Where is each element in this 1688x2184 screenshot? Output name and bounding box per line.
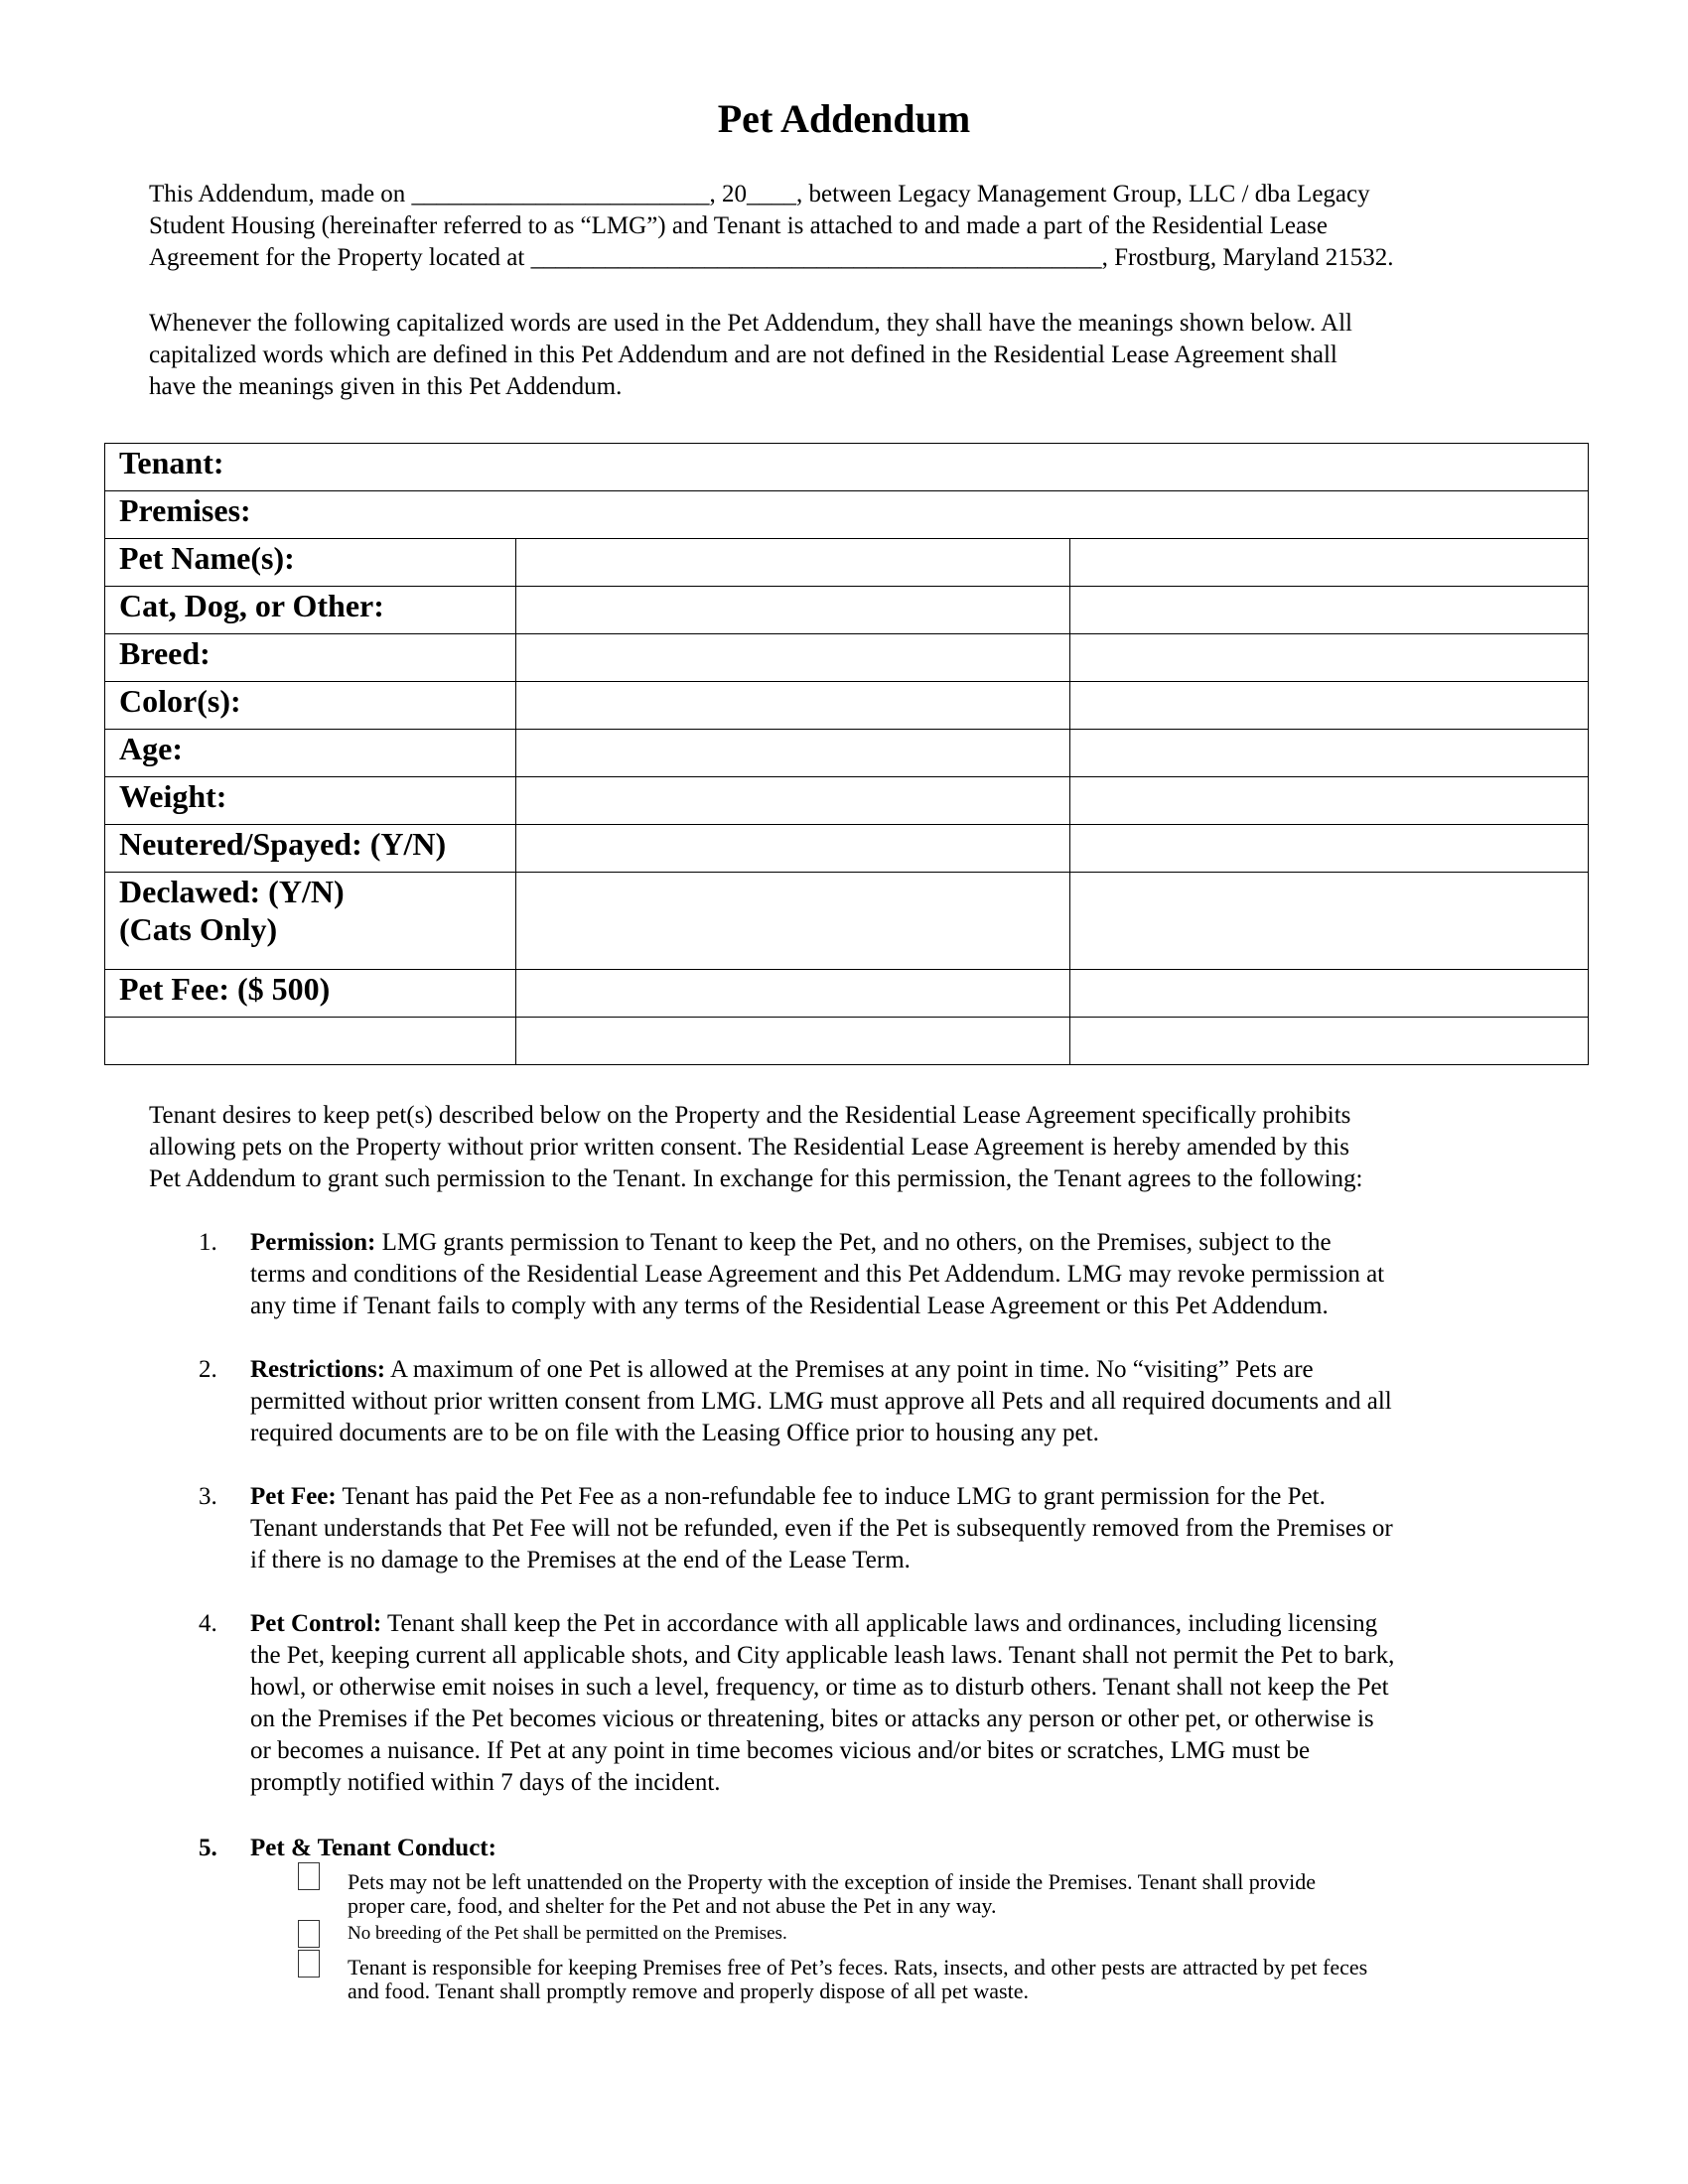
intro-paragraph [149, 179, 1539, 274]
bullet-glyph-icon [298, 1950, 320, 1978]
bullet-text [348, 1956, 1539, 2003]
table-row-declawed [105, 873, 1589, 970]
pet-2-fee-cell[interactable] [1070, 970, 1589, 1018]
term-body [250, 1833, 1541, 1864]
term-line: terms and conditions of the Residential Lease Agreement and this Pet Addendum. LMG may revoke permission at [250, 1261, 1385, 1288]
pet-1-weight-cell[interactable] [516, 777, 1070, 825]
pet-1-neutered-cell[interactable] [516, 825, 1070, 873]
term-heading: Permission: [250, 1229, 376, 1256]
term-line [250, 1354, 1541, 1386]
term-line: Tenant understands that Pet Fee will not be refunded, even if the Pet is subsequently removed from the Premises or [250, 1515, 1393, 1542]
premises-field[interactable] [105, 491, 1589, 539]
bullet-glyph-icon [298, 1862, 320, 1890]
term-line: required documents are to be on file with the Leasing Office prior to housing any pet. [250, 1420, 1099, 1446]
term-text: A maximum of one Pet is allowed at the Premises at any point in time. No “visiting” Pets are [385, 1356, 1314, 1383]
term-line [250, 1608, 1541, 1640]
pet-2-age-cell[interactable] [1070, 730, 1589, 777]
pet-2-breed-cell[interactable] [1070, 634, 1589, 682]
blank-cell[interactable] [1070, 1018, 1589, 1065]
definitions-line: Whenever the following capitalized words are used in the Pet Addendum, they shall have the meanings shown below. All [149, 310, 1352, 337]
table-row-breed [105, 634, 1589, 682]
table-row-age [105, 730, 1589, 777]
color-label: Color(s): [105, 682, 516, 730]
bullet-text [348, 1922, 1539, 1946]
bullet-line: and food. Tenant shall promptly remove and properly dispose of all pet waste. [348, 1979, 1029, 2003]
declawed-label [105, 873, 516, 970]
table-row-premises [105, 491, 1589, 539]
tenant-field[interactable] [105, 444, 1589, 491]
table-row-weight [105, 777, 1589, 825]
term-heading: Restrictions: [250, 1356, 386, 1383]
term-heading: Pet & Tenant Conduct: [250, 1835, 496, 1861]
pet-1-fee-cell[interactable] [516, 970, 1070, 1018]
term-number: 1. [199, 1229, 217, 1256]
weight-label: Weight: [105, 777, 516, 825]
desire-line: Pet Addendum to grant such permission to the Tenant. In exchange for this permission, the Tenant agrees to the following: [149, 1165, 1363, 1192]
blank-cell[interactable] [105, 1018, 516, 1065]
pet-2-declawed-cell[interactable] [1070, 873, 1589, 970]
breed-label: Breed: [105, 634, 516, 682]
page-title: Pet Addendum [717, 96, 971, 141]
term-body [250, 1608, 1541, 1799]
tenant-label: Tenant: [119, 445, 224, 480]
term-line: or becomes a nuisance. If Pet at any point in time becomes vicious and/or bites or scratches, LMG must be [250, 1737, 1311, 1764]
table-row-neutered [105, 825, 1589, 873]
pet-2-name-cell[interactable] [1070, 539, 1589, 587]
bullet-line: proper care, food, and shelter for the Pet and not abuse the Pet in any way. [348, 1893, 997, 1918]
term-line [250, 1481, 1541, 1513]
term-number: 4. [199, 1610, 217, 1637]
pet-2-color-cell[interactable] [1070, 682, 1589, 730]
pet-2-weight-cell[interactable] [1070, 777, 1589, 825]
table-row-type [105, 587, 1589, 634]
intro-line: Agreement for the Property located at ______________________________________________, Frostburg, Maryland 21532. [149, 244, 1394, 271]
table-row-blank [105, 1018, 1589, 1065]
age-label: Age: [105, 730, 516, 777]
declawed-label-line: (Cats Only) [119, 911, 278, 947]
pet-1-declawed-cell[interactable] [516, 873, 1070, 970]
premises-label: Premises: [119, 492, 251, 528]
pet-2-type-cell[interactable] [1070, 587, 1589, 634]
pet-type-label: Cat, Dog, or Other: [105, 587, 516, 634]
term-line: if there is no damage to the Premises at the end of the Lease Term. [250, 1547, 911, 1573]
pet-1-type-cell[interactable] [516, 587, 1070, 634]
pet-1-breed-cell[interactable] [516, 634, 1070, 682]
intro-line: This Addendum, made on ________________________, 20____, between Legacy Management Group, LLC / dba Legacy [149, 181, 1370, 207]
neutered-label: Neutered/Spayed: (Y/N) [105, 825, 516, 873]
bullet-line: Pets may not be left unattended on the Property with the exception of inside the Premises. Tenant shall provide [348, 1869, 1317, 1894]
declawed-label-line: Declawed: (Y/N) [119, 874, 345, 909]
term-heading: Pet Control: [250, 1610, 382, 1637]
term-number: 3. [199, 1483, 217, 1510]
term-text: Tenant shall keep the Pet in accordance with all applicable laws and ordinances, including licensing [381, 1610, 1378, 1637]
term-body [250, 1354, 1541, 1449]
term-number: 5. [199, 1835, 217, 1861]
term-body [250, 1481, 1541, 1576]
pet-2-neutered-cell[interactable] [1070, 825, 1589, 873]
table-row-tenant [105, 444, 1589, 491]
bullet-line: No breeding of the Pet shall be permitted on the Premises. [348, 1923, 787, 1944]
definitions-paragraph [149, 308, 1539, 403]
pet-1-age-cell[interactable] [516, 730, 1070, 777]
bullet-text [348, 1870, 1539, 1918]
bullet-line: Tenant is responsible for keeping Premises free of Pet’s feces. Rats, insects, and other pests are attracted by pet feces [348, 1955, 1368, 1979]
term-line: on the Premises if the Pet becomes vicious or threatening, bites or attacks any person or other pet, or otherwise is [250, 1706, 1374, 1732]
term-number: 2. [199, 1356, 217, 1383]
pet-details-table [104, 443, 1589, 1065]
term-line: the Pet, keeping current all applicable shots, and City applicable leash laws. Tenant shall not permit the Pet to bark, [250, 1642, 1395, 1669]
term-line [250, 1227, 1541, 1259]
desire-line: allowing pets on the Property without prior written consent. The Residential Lease Agreement is hereby amended by this [149, 1134, 1349, 1160]
definitions-line: have the meanings given in this Pet Addendum. [149, 373, 623, 400]
term-text: Tenant has paid the Pet Fee as a non-refundable fee to induce LMG to grant permission for the Pet. [336, 1483, 1326, 1510]
table-row-pet-fee [105, 970, 1589, 1018]
term-text: LMG grants permission to Tenant to keep the Pet, and no others, on the Premises, subject to the [375, 1229, 1332, 1256]
term-line: permitted without prior written consent from LMG. LMG must approve all Pets and all required documents and all [250, 1388, 1392, 1415]
desire-paragraph [149, 1100, 1539, 1195]
term-line: promptly notified within 7 days of the incident. [250, 1769, 721, 1796]
pet-1-name-cell[interactable] [516, 539, 1070, 587]
term-body [250, 1227, 1541, 1322]
pet-fee-label: Pet Fee: ($ 500) [105, 970, 516, 1018]
term-heading: Pet Fee: [250, 1483, 337, 1510]
pet-names-label: Pet Name(s): [105, 539, 516, 587]
blank-cell[interactable] [516, 1018, 1070, 1065]
bullet-glyph-icon [298, 1920, 320, 1948]
pet-1-color-cell[interactable] [516, 682, 1070, 730]
definitions-line: capitalized words which are defined in this Pet Addendum and are not defined in the Residential Lease Agreement shall [149, 341, 1337, 368]
desire-line: Tenant desires to keep pet(s) described below on the Property and the Residential Lease Agreement specifically prohibits [149, 1102, 1351, 1129]
table-row-pet-names [105, 539, 1589, 587]
intro-line: Student Housing (hereinafter referred to as “LMG”) and Tenant is attached to and made a part of the Residential Lease [149, 212, 1328, 239]
term-line: any time if Tenant fails to comply with any terms of the Residential Lease Agreement or this Pet Addendum. [250, 1293, 1329, 1319]
term-line: howl, or otherwise emit noises in such a level, frequency, or time as to disturb others. Tenant shall not keep the Pet [250, 1674, 1389, 1701]
table-row-color [105, 682, 1589, 730]
